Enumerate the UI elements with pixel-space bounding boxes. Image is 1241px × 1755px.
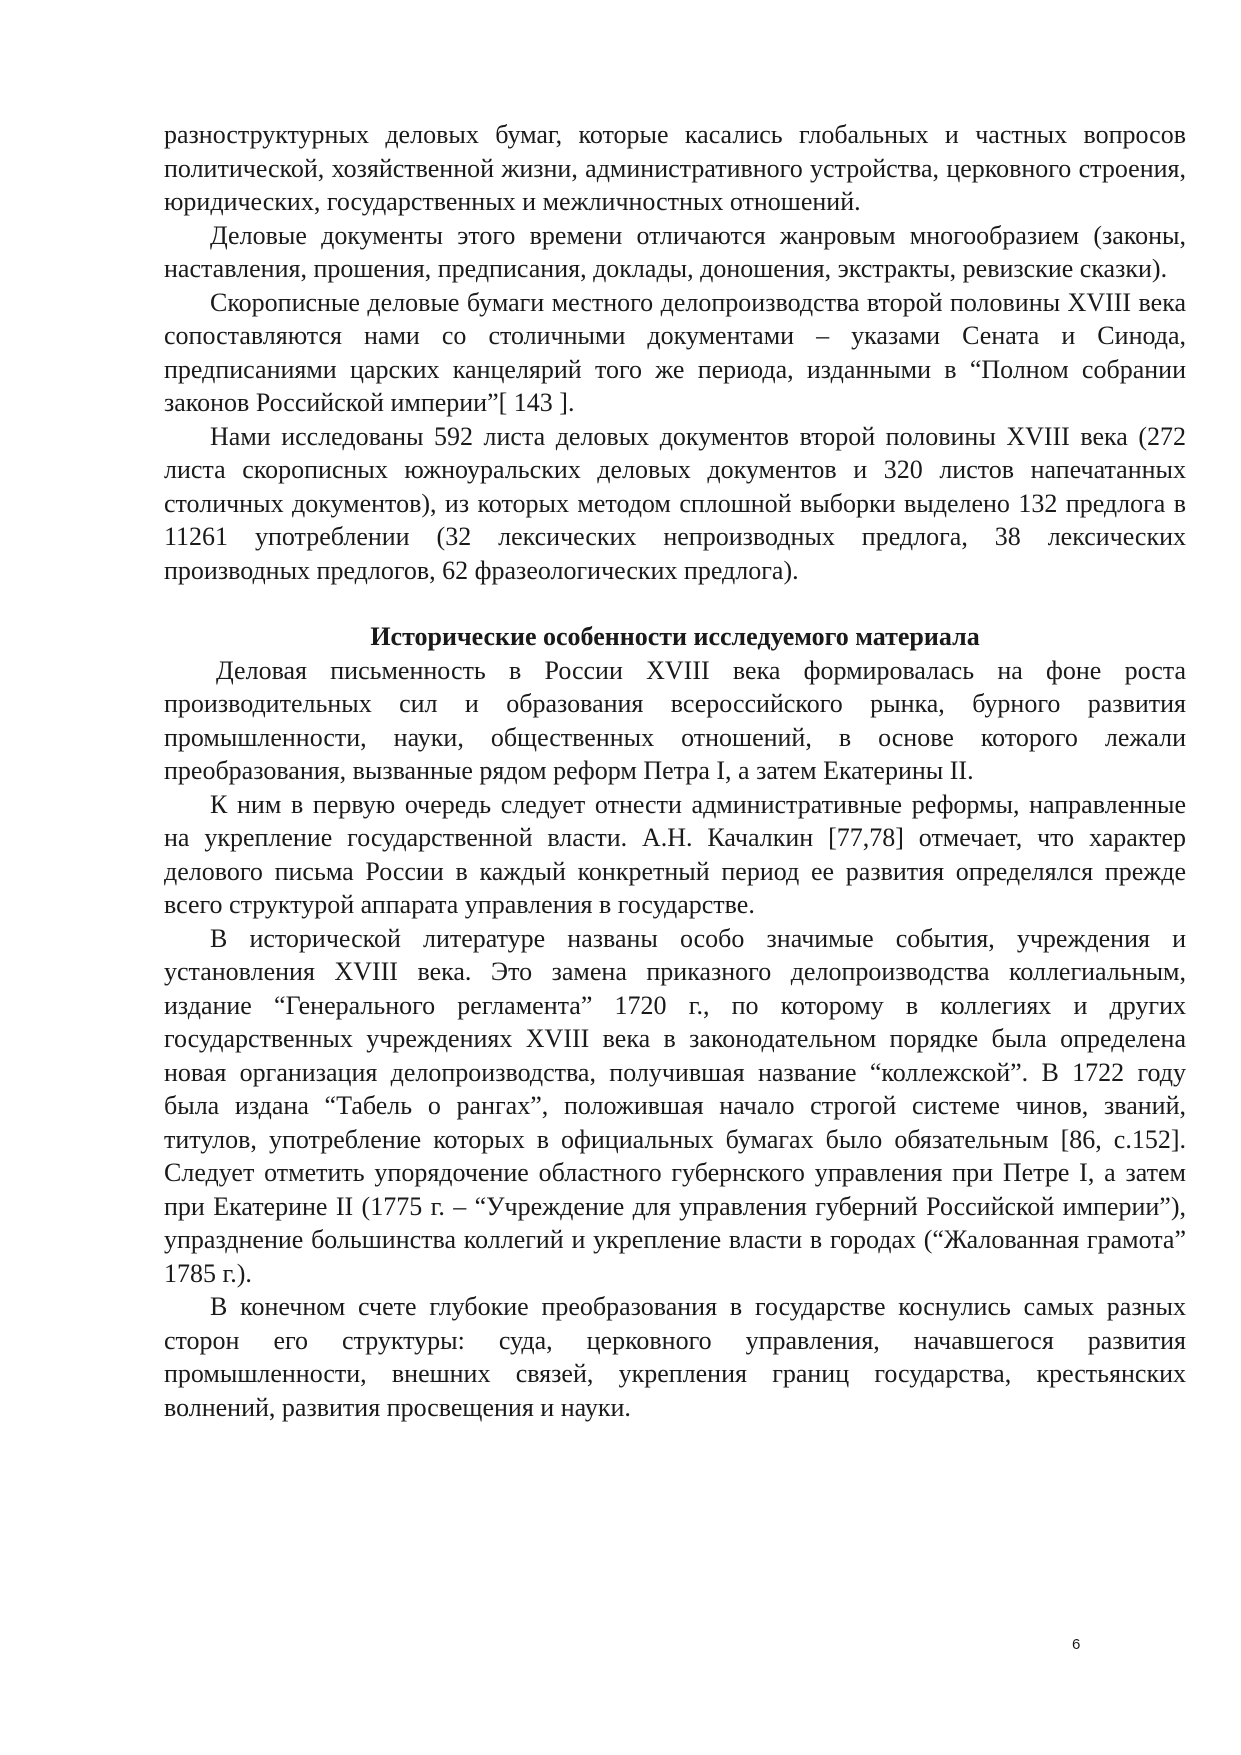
paragraph: В конечном счете глубокие преобразования в государстве коснулись самых разных сторон его структуры: суда, церковного управления, начавшегося развития промышленности, внешних связей, укрепления границ государства, крестьянских волнений, развития просвещения и науки. <box>164 1292 1186 1422</box>
paragraph: Деловая письменность в России XVIII века формировалась на фоне роста производительных сил и образования всероссийского рынка, бурного развития промышленности, науки, общественных отношений, в основе которого лежали преобразования, вызванные рядом реформ Петра I, а затем Екатерины II. <box>164 655 1186 785</box>
paragraph: В исторической литературе названы особо значимые события, учреждения и установления XVIII века. Это замена приказного делопроизводства коллегиальным, издание “Генерального регламента” 1720 г., по которому в коллегиях и других государственных учреждениях XVIII века в законодательном порядке была определена новая организация делопроизводства, получившая название “коллежской”. В 1722 году была издана “Табель о рангах”, положившая начало строгой системе чинов, званий, титулов, употребление которых в официальных бумагах было обязательным [86, с.152]. Следует отметить упорядочение областного губернского управления при Петре I, а затем при Екатерине II (1775 г. – “Учреждение для управления губерний Российской империи”), упразднение большинства коллегий и укрепление власти в городах (“Жалованная грамота” 1785 г.). <box>164 923 1186 1288</box>
paragraph: разноструктурных деловых бумаг, которые касались глобальных и частных вопросов политической, хозяйственной жизни, административного устройства, церковного строения, юридических, государственных и межличностных отношений. <box>164 120 1186 216</box>
paragraph: К ним в первую очередь следует отнести административные реформы, направленные на укрепление государственной власти. А.Н. Качалкин [77,78] отмечает, что характер делового письма России в каждый конкретный период ее развития определялся прежде всего структурой аппарата управления в государстве. <box>164 789 1186 919</box>
page-number: 6 <box>1072 1636 1081 1653</box>
paragraph: Деловые документы этого времени отличаются жанровым многообразием (законы, наставления, прошения, предписания, доклады, доношения, экстракты, ревизские сказки). <box>164 220 1186 283</box>
document-body <box>164 118 1186 1424</box>
section-heading: Исторические особенности исследуемого материала <box>370 622 980 651</box>
paragraph: Нами исследованы 592 листа деловых документов второй половины XVIII века (272 листа скорописных южноуральских деловых документов и 320 листов напечатанных столичных документов), из которых методом сплошной выборки выделено 132 предлога в 11261 употреблении (32 лексических непроизводных предлога, 38 лексических производных предлогов, 62 фразеологических предлога). <box>164 421 1186 585</box>
paragraph: Скорописные деловые бумаги местного делопроизводства второй половины XVIII века сопоставляются нами со столичными документами – указами Сената и Синода, предписаниями царских канцелярий того же периода, изданными в “Полном собрании законов Российской империи”[ 143 ]. <box>164 287 1186 417</box>
